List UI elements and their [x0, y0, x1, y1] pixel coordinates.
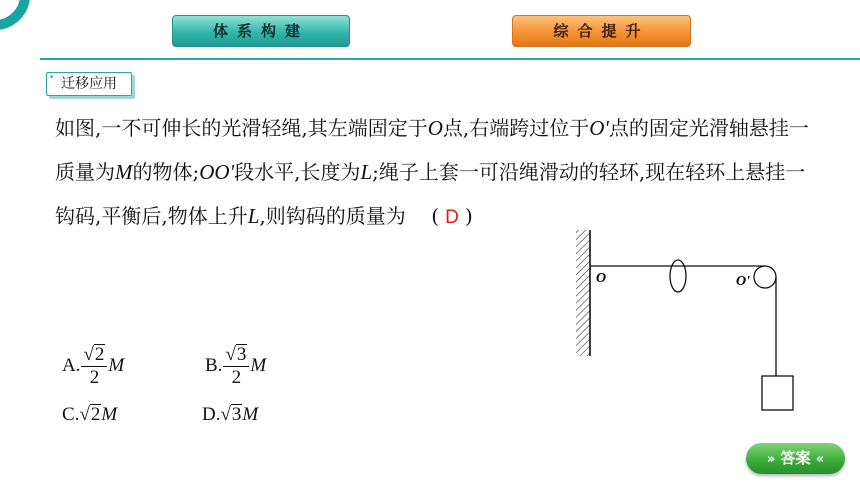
- question-part: 段水平,长度为: [234, 160, 361, 184]
- option-d[interactable]: D.√3M: [202, 404, 259, 425]
- dot-icon: •: [49, 73, 55, 83]
- hanging-block: [762, 376, 793, 410]
- option-a[interactable]: [62, 344, 124, 389]
- double-right-arrow-icon: »: [766, 452, 776, 467]
- option-b[interactable]: [205, 344, 266, 389]
- var-l: L: [360, 160, 373, 184]
- fraction: $\frac{√3}{2}$: [223, 344, 249, 389]
- option-var: M: [242, 404, 259, 425]
- section-tag-label: 迁移应用: [61, 76, 117, 92]
- answer-paren-open: (: [431, 204, 440, 228]
- question-text: [55, 106, 825, 240]
- var-l: L: [247, 204, 260, 228]
- label-o: O: [596, 271, 607, 286]
- option-letter: A.: [62, 354, 81, 376]
- option-var: M: [250, 354, 267, 376]
- denominator: 2: [231, 367, 242, 388]
- light-ring: [670, 260, 686, 292]
- fraction: $\frac{√2}{2}$: [81, 344, 107, 389]
- double-left-arrow-icon: «: [815, 452, 825, 467]
- answer-button[interactable]: [746, 443, 845, 474]
- question-part: 点的固定光滑轴悬挂一质量为: [55, 116, 809, 184]
- option-var: M: [101, 404, 118, 425]
- question-part: ,则钩码的质量为: [259, 204, 406, 228]
- question-part: 如图,一不可伸长的光滑轻绳,其左端固定于: [55, 116, 428, 140]
- label-o-prime: O': [736, 274, 750, 289]
- var-m: M: [115, 160, 133, 184]
- physics-diagram: [566, 228, 806, 418]
- section-tag: [46, 72, 132, 96]
- tab-comprehensive-improvement[interactable]: 综合提升: [512, 15, 691, 47]
- answer-button-label: 答案: [780, 449, 811, 467]
- question-part: 的物体;: [132, 160, 200, 184]
- pulley: [754, 266, 776, 288]
- radicand: 3: [236, 344, 247, 365]
- question-part: 点,右端跨过位于: [442, 116, 590, 140]
- question-part: ;绳子上套一可沿绳滑动的轻环,现在轻环上悬挂一钩码,平衡后,物体上升: [55, 160, 806, 228]
- var-o: O: [427, 116, 443, 140]
- radicand: 2: [94, 344, 105, 365]
- header-divider: [40, 58, 860, 60]
- var-oo-prime: OO': [199, 160, 235, 184]
- option-letter: C.: [62, 404, 80, 425]
- option-letter: D.: [202, 404, 221, 425]
- radicand: 2: [90, 404, 101, 425]
- option-c[interactable]: C.√2M: [62, 404, 118, 425]
- tab-system-construction[interactable]: 体系构建: [172, 15, 350, 47]
- answer-letter: D: [445, 207, 459, 228]
- answer-paren-close: ): [465, 204, 473, 228]
- option-var: M: [108, 354, 125, 376]
- option-letter: B.: [205, 354, 223, 376]
- corner-decoration: [0, 0, 30, 30]
- radicand: 3: [231, 404, 242, 425]
- var-o-prime: O': [589, 116, 609, 140]
- wall-hatching: [576, 230, 590, 356]
- denominator: 2: [89, 367, 100, 388]
